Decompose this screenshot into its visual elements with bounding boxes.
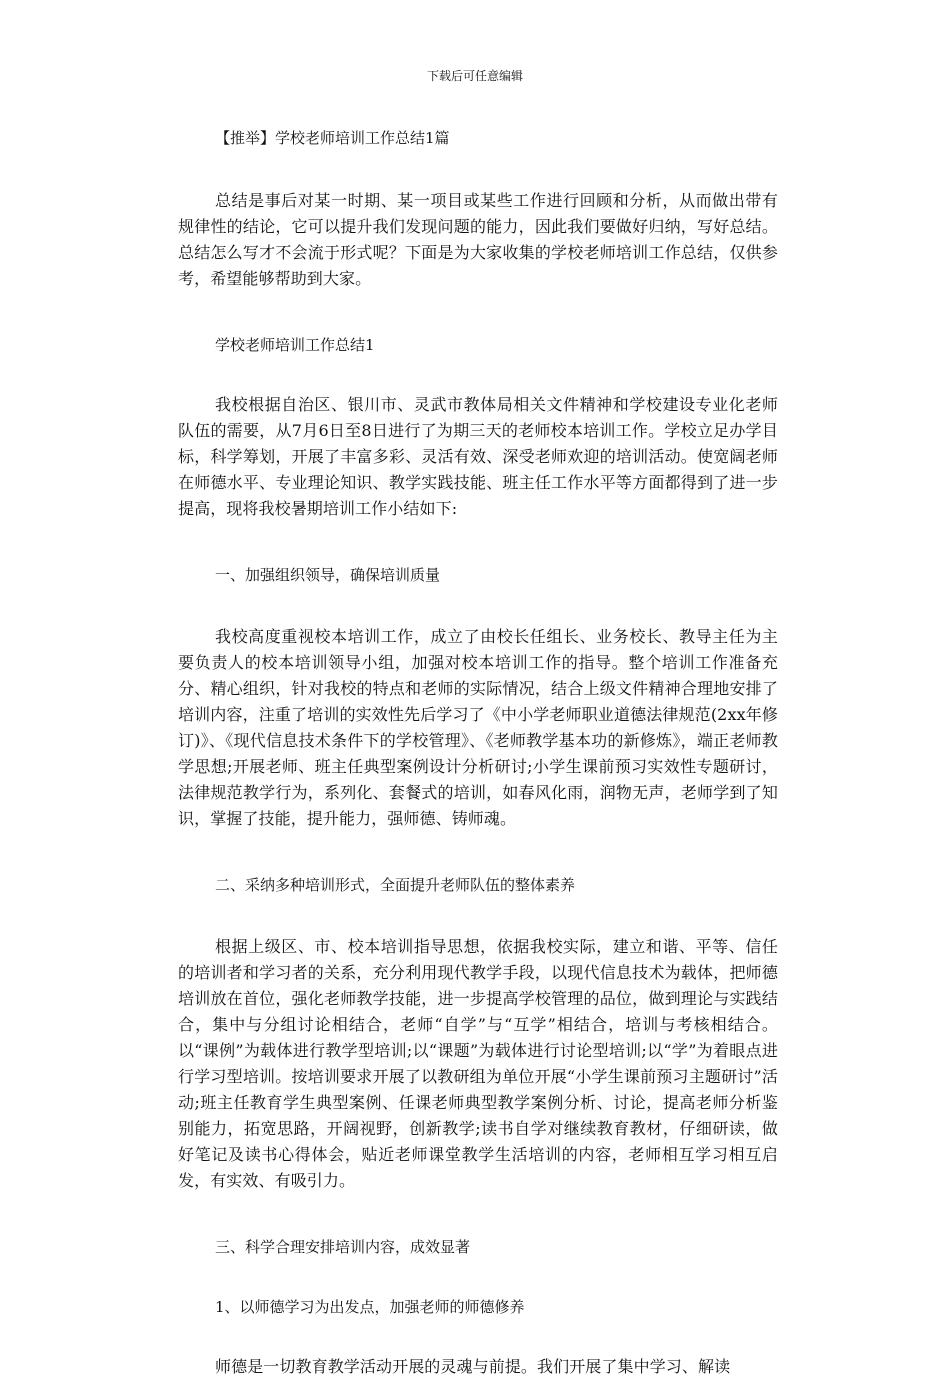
spacer [178,292,778,332]
paragraph-1: 我校根据自治区、银川市、灵武市教体局相关文件精神和学校建设专业化老师队伍的需要，从7月6日至8日进行了为期三天的老师校本培训工作。学校立足办学目标，科学筹划，开展了丰富多彩、灵活有效、深受老师欢迎的培训活动。使宽阔老师在师德水平、专业理论知识、教学实践技能、班主任工作水平等方面都得到了进一步提高，现将我校暑期培训工作小结如下: [178,395,778,518]
spacer [178,898,778,934]
heading-2: 二、采纳多种培训形式，全面提升老师队伍的整体素养 [215,876,576,894]
spacer [178,1320,778,1354]
intro-paragraph: 总结是事后对某一时期、某一项目或某些工作进行回顾和分析，从而做出带有规律性的结论，它可以提升我们发现问题的能力，因此我们要做好归纳，写好总结。总结怎么写才不会流于形式呢？下面是为大家收集的学校老师培训工作总结，仅供参考，希望能够帮助到大家。 [178,191,778,288]
section-title: 学校老师培训工作总结1 [215,336,375,354]
heading-1: 一、加强组织领导，确保培训质量 [215,566,441,584]
document-body [178,124,778,1380]
paragraph-3: 根据上级区、市、校本培训指导思想，依据我校实际，建立和谐、平等、信任的培训者和学习者的关系，充分利用现代教学手段，以现代信息技术为载体，把师德培训放在首位，强化老师教学技能，进一步提高学校管理的品位，做到理论与实践结合，集中与分组讨论相结合，老师“自学”与“互学”相结合，培训与考核相结合。以“课例”为载体进行教学型培训;以“课题”为载体进行讨论型培训;以“学”为着眼点进行学习型培训。按培训要求开展了以教研组为单位开展“小学生课前预习主题研讨”活动;班主任教育学生典型案例、任课老师典型教学案例分析、讨论，提高老师分析鉴别能力，拓宽思路，开阔视野，创新教学;读书自学对继续教育教材，仔细研读，做好笔记及读书心得体会，贴近老师课堂教学生活培训的内容，老师相互学习相互启发，有实效、有吸引力。 [178,937,778,1190]
document-title: 【推举】学校老师培训工作总结1篇 [215,129,450,147]
page-header-note: 下载后可任意编辑 [426,69,523,83]
paragraph-2: 我校高度重视校本培训工作，成立了由校长任组长、业务校长、教导主任为主要负责人的校本培训领导小组，加强对校本培训工作的指导。整个培训工作准备充分、精心组织，针对我校的特点和老师的实际情况，结合上级文件精神合理地安排了培训内容，注重了培训的实效性先后学习了《中小学老师职业道德法律规范(2xx年修订)》、《现代信息技术条件下的学校管理》、《老师教学基本功的新修炼》，端正老师教学思想;开展老师、班主任典型案例设计分析研讨;小学生课前预习实效性专题研讨，法律规范教学行为，系列化、套餐式的培训，如春风化雨，润物无声，老师学到了知识，掌握了技能，提升能力，强师德、铸师魂。 [178,627,778,828]
spacer [178,588,778,624]
paragraph-4-wrapper [178,1354,778,1380]
spacer [178,152,778,188]
spacer [178,1260,778,1294]
spacer [178,358,778,392]
heading-3: 三、科学合理安排培训内容，成效显著 [215,1238,471,1256]
spacer [178,832,778,872]
spacer [178,1194,778,1234]
paragraph-4: 师德是一切教育教学活动开展的灵魂与前提。我们开展了集中学习、解读 [215,1357,731,1376]
heading-4: 1、以师德学习为出发点，加强老师的师德修养 [215,1298,525,1316]
spacer [178,522,778,562]
